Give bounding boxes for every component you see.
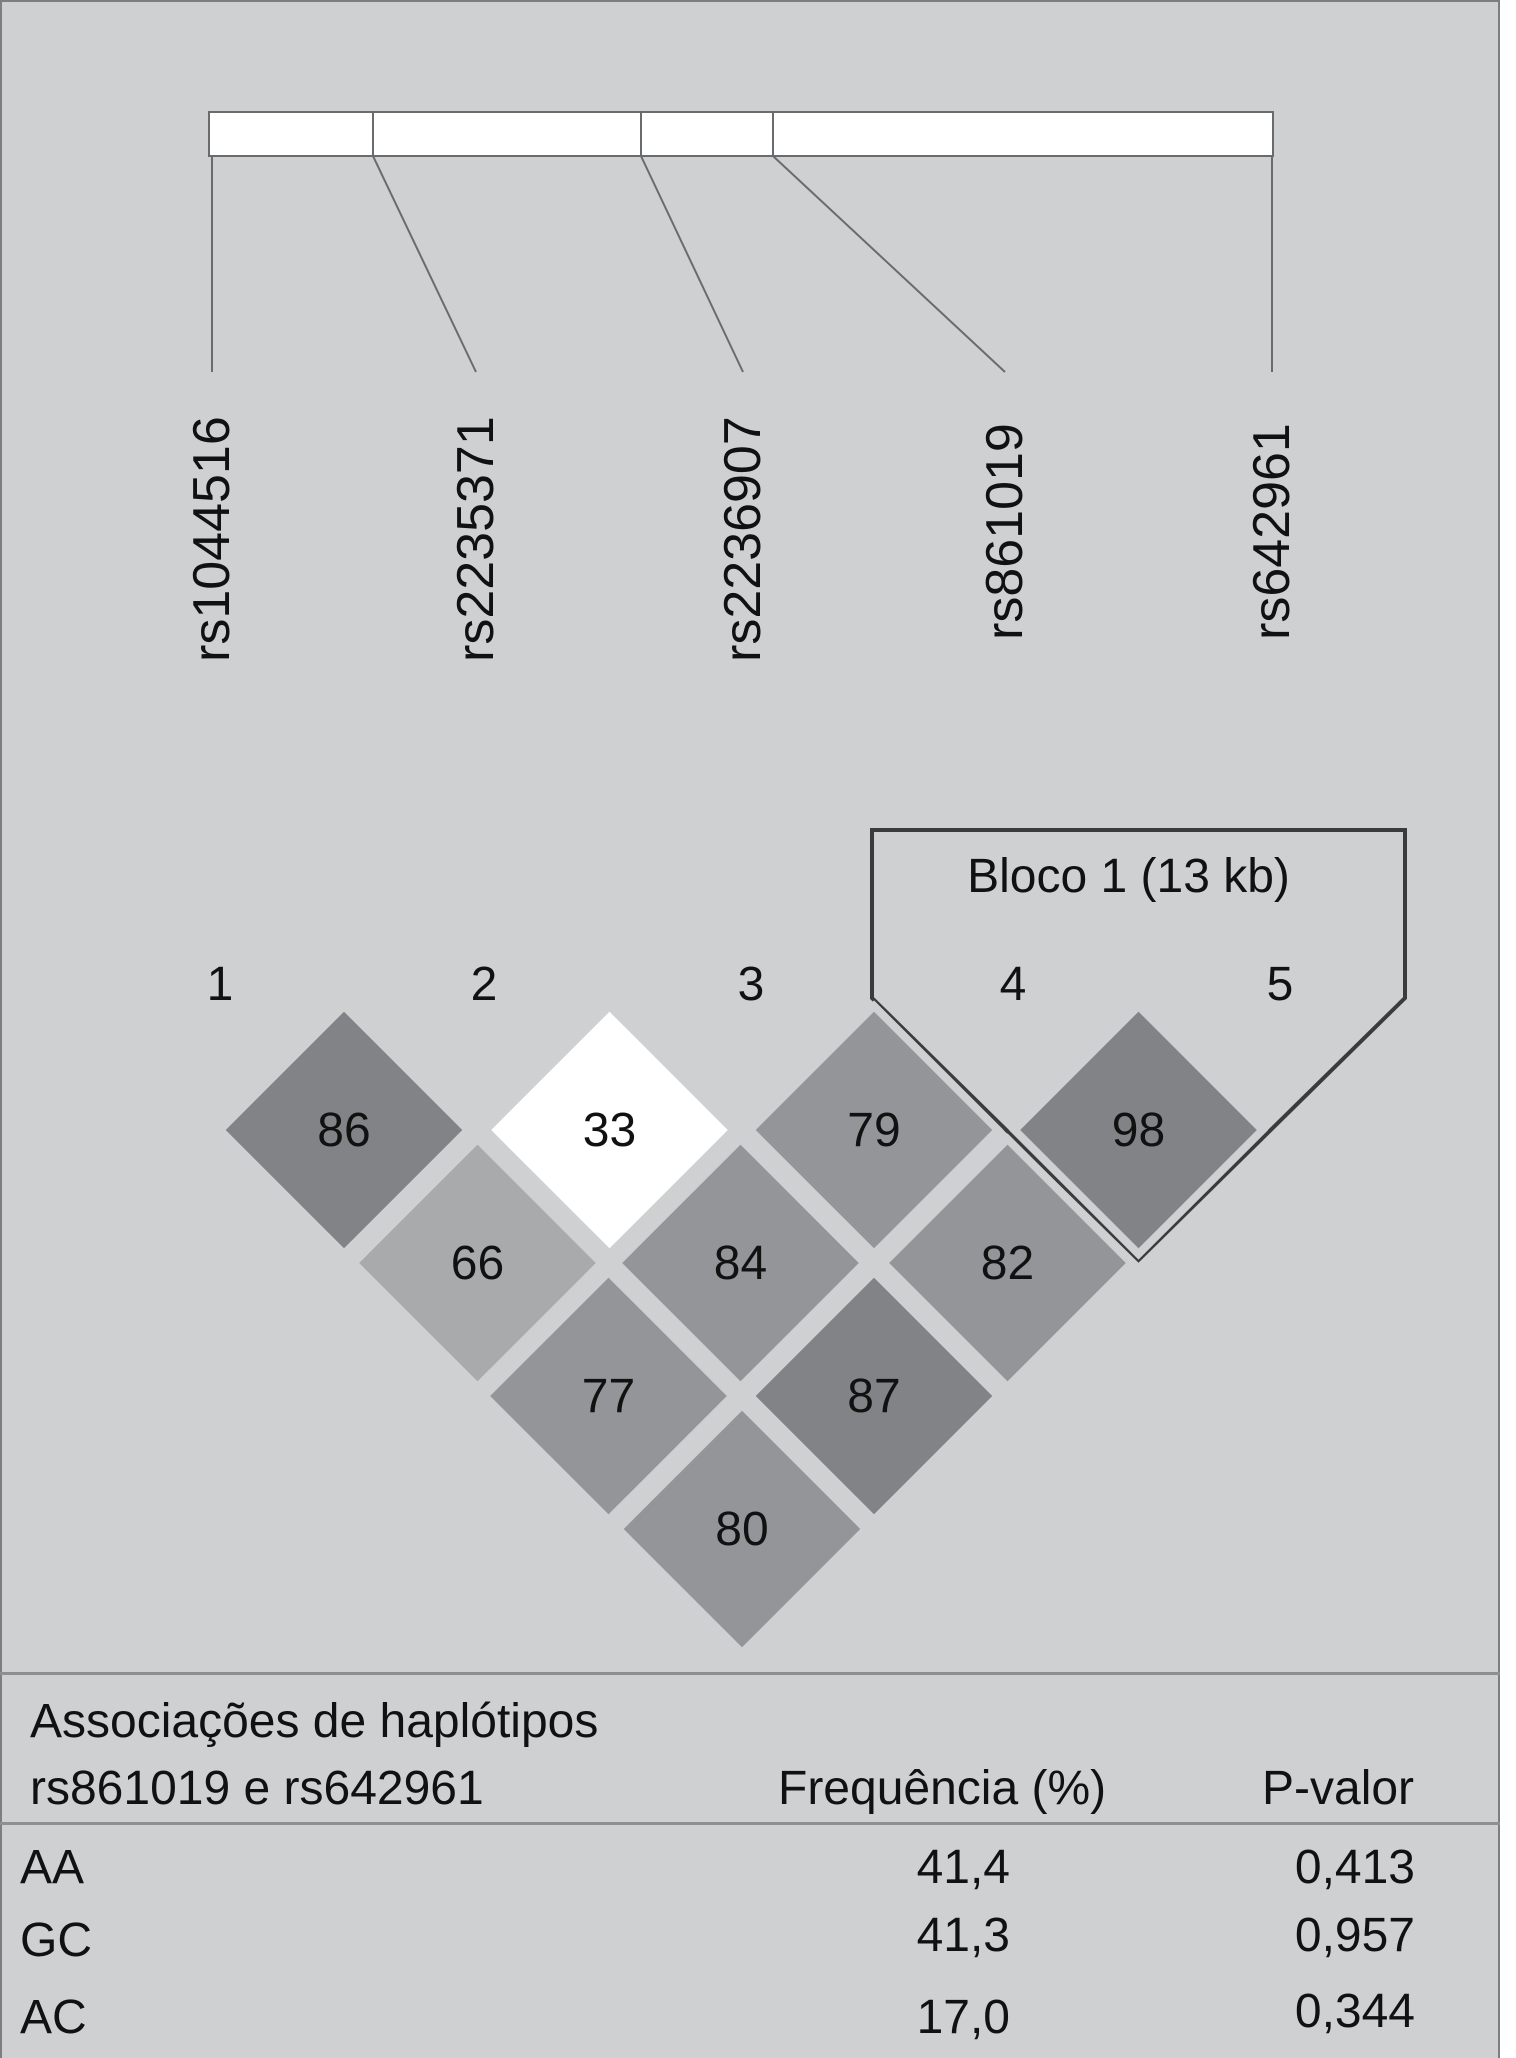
table-top-rule [0, 1672, 1500, 1675]
ld-cell-value: 84 [713, 1237, 768, 1290]
frequency-header: Frequência (%) [778, 1762, 1107, 1815]
snp-connector-line [773, 156, 1005, 372]
ld-cell-value: 86 [317, 1104, 371, 1157]
snp-connector-line [373, 156, 476, 372]
frequency-value: 17,0 [916, 1991, 1010, 2044]
snp-index-label: 5 [1266, 958, 1294, 1011]
snp-name-label: rs2235371 [447, 416, 505, 662]
ld-cell-value: 79 [847, 1104, 901, 1157]
snp-index-label: 3 [737, 958, 765, 1011]
haplotype-label: AA [20, 1841, 85, 1894]
block-label: Bloco 1 (13 kb) [967, 850, 1290, 903]
frequency-value: 41,3 [916, 1909, 1010, 1962]
haplotype-table [0, 1672, 1500, 2058]
haplotype-label: AC [20, 1991, 87, 2044]
ld-cell-value: 82 [980, 1237, 1035, 1290]
ld-cell-value: 77 [581, 1370, 636, 1423]
p-value: 0,413 [1294, 1841, 1415, 1894]
snp-index-label: 4 [999, 958, 1027, 1011]
snp-name-label: rs1044516 [183, 416, 241, 662]
snp-connector-line [641, 156, 743, 372]
table-header-rule [0, 1822, 1500, 1825]
ld-cell-value: 98 [1111, 1104, 1166, 1157]
ld-cell-value: 87 [847, 1370, 901, 1423]
p-value-header: P-valor [1262, 1762, 1415, 1815]
haplotype-label: GC [20, 1914, 92, 1967]
table-title-line1: Associações de haplótipos [30, 1695, 599, 1748]
table-title-line2: rs861019 e rs642961 [30, 1762, 484, 1815]
snp-index-label: 2 [470, 958, 498, 1011]
ld-cell-value: 66 [450, 1237, 505, 1290]
snp-name-label: rs642961 [1243, 423, 1301, 640]
snp-name-label: rs861019 [976, 423, 1034, 640]
p-value: 0,957 [1294, 1909, 1415, 1962]
snp-name-label: rs2236907 [714, 416, 772, 662]
ld-cell-value: 80 [715, 1503, 769, 1556]
p-value: 0,344 [1294, 1985, 1415, 2038]
ld-cell-value: 33 [582, 1104, 637, 1157]
frequency-value: 41,4 [916, 1841, 1010, 1894]
gene-bar-outline [209, 112, 1273, 156]
snp-index-label: 1 [206, 958, 234, 1011]
